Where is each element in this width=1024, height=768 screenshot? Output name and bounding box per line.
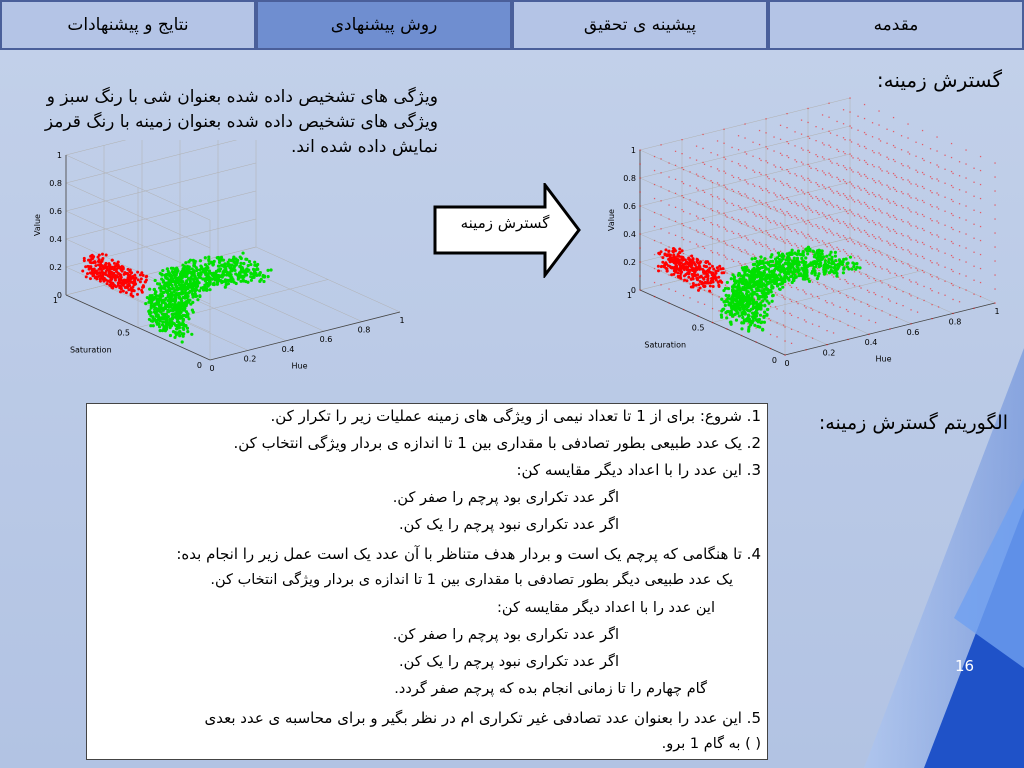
x-tick-label: 1 [399,316,405,325]
plot-gridline [66,219,256,267]
z-tick-label: 0 [630,286,636,295]
plot-gridline [66,191,256,239]
algo-line: گام چهارم را تا زمانی انجام بده که پرچم صفر گردد. [394,681,707,697]
y-axis-label: Saturation [69,345,112,355]
background-decoration [864,348,1024,768]
z-tick-label: 0.8 [49,179,62,188]
z-tick-label: 0.6 [623,202,636,211]
background-cluster [657,247,725,293]
x-axis-label: Hue [875,354,892,364]
algo-line: این عدد را با اعداد دیگر مقایسه کن: [497,600,715,616]
object-points [720,246,862,333]
x-tick-label: 0.8 [357,325,371,335]
object-points [144,251,272,343]
y-tick-label: 1 [626,291,632,300]
plot-gridline [66,163,256,211]
z-tick-label: 0.4 [623,230,636,239]
algo-line: ( ) به گام 1 برو. [661,736,761,752]
x-tick-label: 0.8 [948,317,962,327]
page-number: 16 [955,657,975,675]
y-tick-label: 0 [196,361,202,370]
x-tick-label: 0.2 [243,354,257,364]
x-tick-label: 0 [209,364,215,373]
algo-line: 1. شروع: برای از 1 تا تعداد نیمی از ویژگی های زمینه عملیات زیر را تکرار کن. [270,407,761,425]
tab-proposed-method[interactable]: روش پیشنهادی [256,0,512,48]
z-tick-label: 0.8 [623,174,636,183]
z-tick-label: 0.6 [49,207,62,216]
y-axis-label: Saturation [644,340,687,350]
tab-results[interactable]: نتایج و پیشنهادات [0,0,256,48]
y-tick-label: 0 [771,356,777,365]
x-tick-label: 0 [784,359,790,368]
y-tick-label: 0.5 [117,328,130,338]
section-title: گسترش زمینه: [876,68,1002,92]
z-tick-label: 0.4 [49,235,62,244]
tab-literature[interactable]: پیشینه ی تحقیق [512,0,768,48]
x-tick-label: 1 [994,307,1000,316]
x-axis-label: Hue [291,361,308,371]
x-tick-label: 0.2 [822,348,836,358]
plot-description: ویژگی های تشخیص داده شده بعنوان شی با رنگ سبز و ویژگی های تشخیص داده شده بعنوان زمینه با رنگ قرمز نمایش داده شده اند. [44,87,438,157]
z-axis-label: Value [33,214,42,236]
algo-line: اگر عدد تکراری بود پرچم را صفر کن. [392,627,619,643]
algo-line: 4. تا هنگامی که پرچم یک است و بردار هدف متناظر با آن عدد یک است عمل زیر را انجام بده: [176,545,761,563]
algo-line: اگر عدد تکراری بود پرچم را صفر کن. [392,490,619,506]
z-tick-label: 1 [630,146,636,155]
z-axis-label: Value [607,209,616,231]
tab-introduction[interactable]: مقدمه [768,0,1024,48]
algo-line: 5. این عدد را بعنوان عدد تصادفی غیر تکراری ام در نظر بگیر و برای محاسبه ی عدد بعدی [204,709,761,727]
arrow-label: گسترش زمینه [460,214,550,232]
x-tick-label: 0.6 [319,335,333,345]
y-tick-label: 1 [52,296,58,305]
z-tick-label: 1 [56,151,62,160]
scatter-plot-left [25,140,425,380]
z-tick-label: 0 [56,291,62,300]
scatter-plot-right [600,95,1005,380]
algo-line: اگر عدد تکراری نبود پرچم را یک کن. [399,654,619,670]
algo-line: 3. این عدد را با اعداد دیگر مقایسه کن: [516,461,761,479]
y-tick-label: 0.5 [691,323,705,333]
x-tick-label: 0.4 [864,338,878,348]
x-tick-label: 0.4 [281,344,295,354]
algorithm-title: الگوریتم گسترش زمینه: [818,412,1008,434]
navigation-bar [0,0,1024,50]
background-points [639,97,995,355]
x-tick-label: 0.6 [906,327,920,337]
algo-line: یک عدد طبیعی دیگر بطور تصادفی با مقداری بین 1 تا اندازه ی بردار ویژگی انتخاب کن. [210,572,733,588]
algorithm-box [86,403,768,760]
algo-line: اگر عدد تکراری نبود پرچم را یک کن. [399,517,619,533]
z-tick-label: 0.2 [623,258,636,267]
algo-line: 2. یک عدد طبیعی بطور تصادفی با مقداری بین 1 تا اندازه ی بردار ویژگی انتخاب کن. [233,434,761,452]
z-tick-label: 0.2 [49,263,62,272]
